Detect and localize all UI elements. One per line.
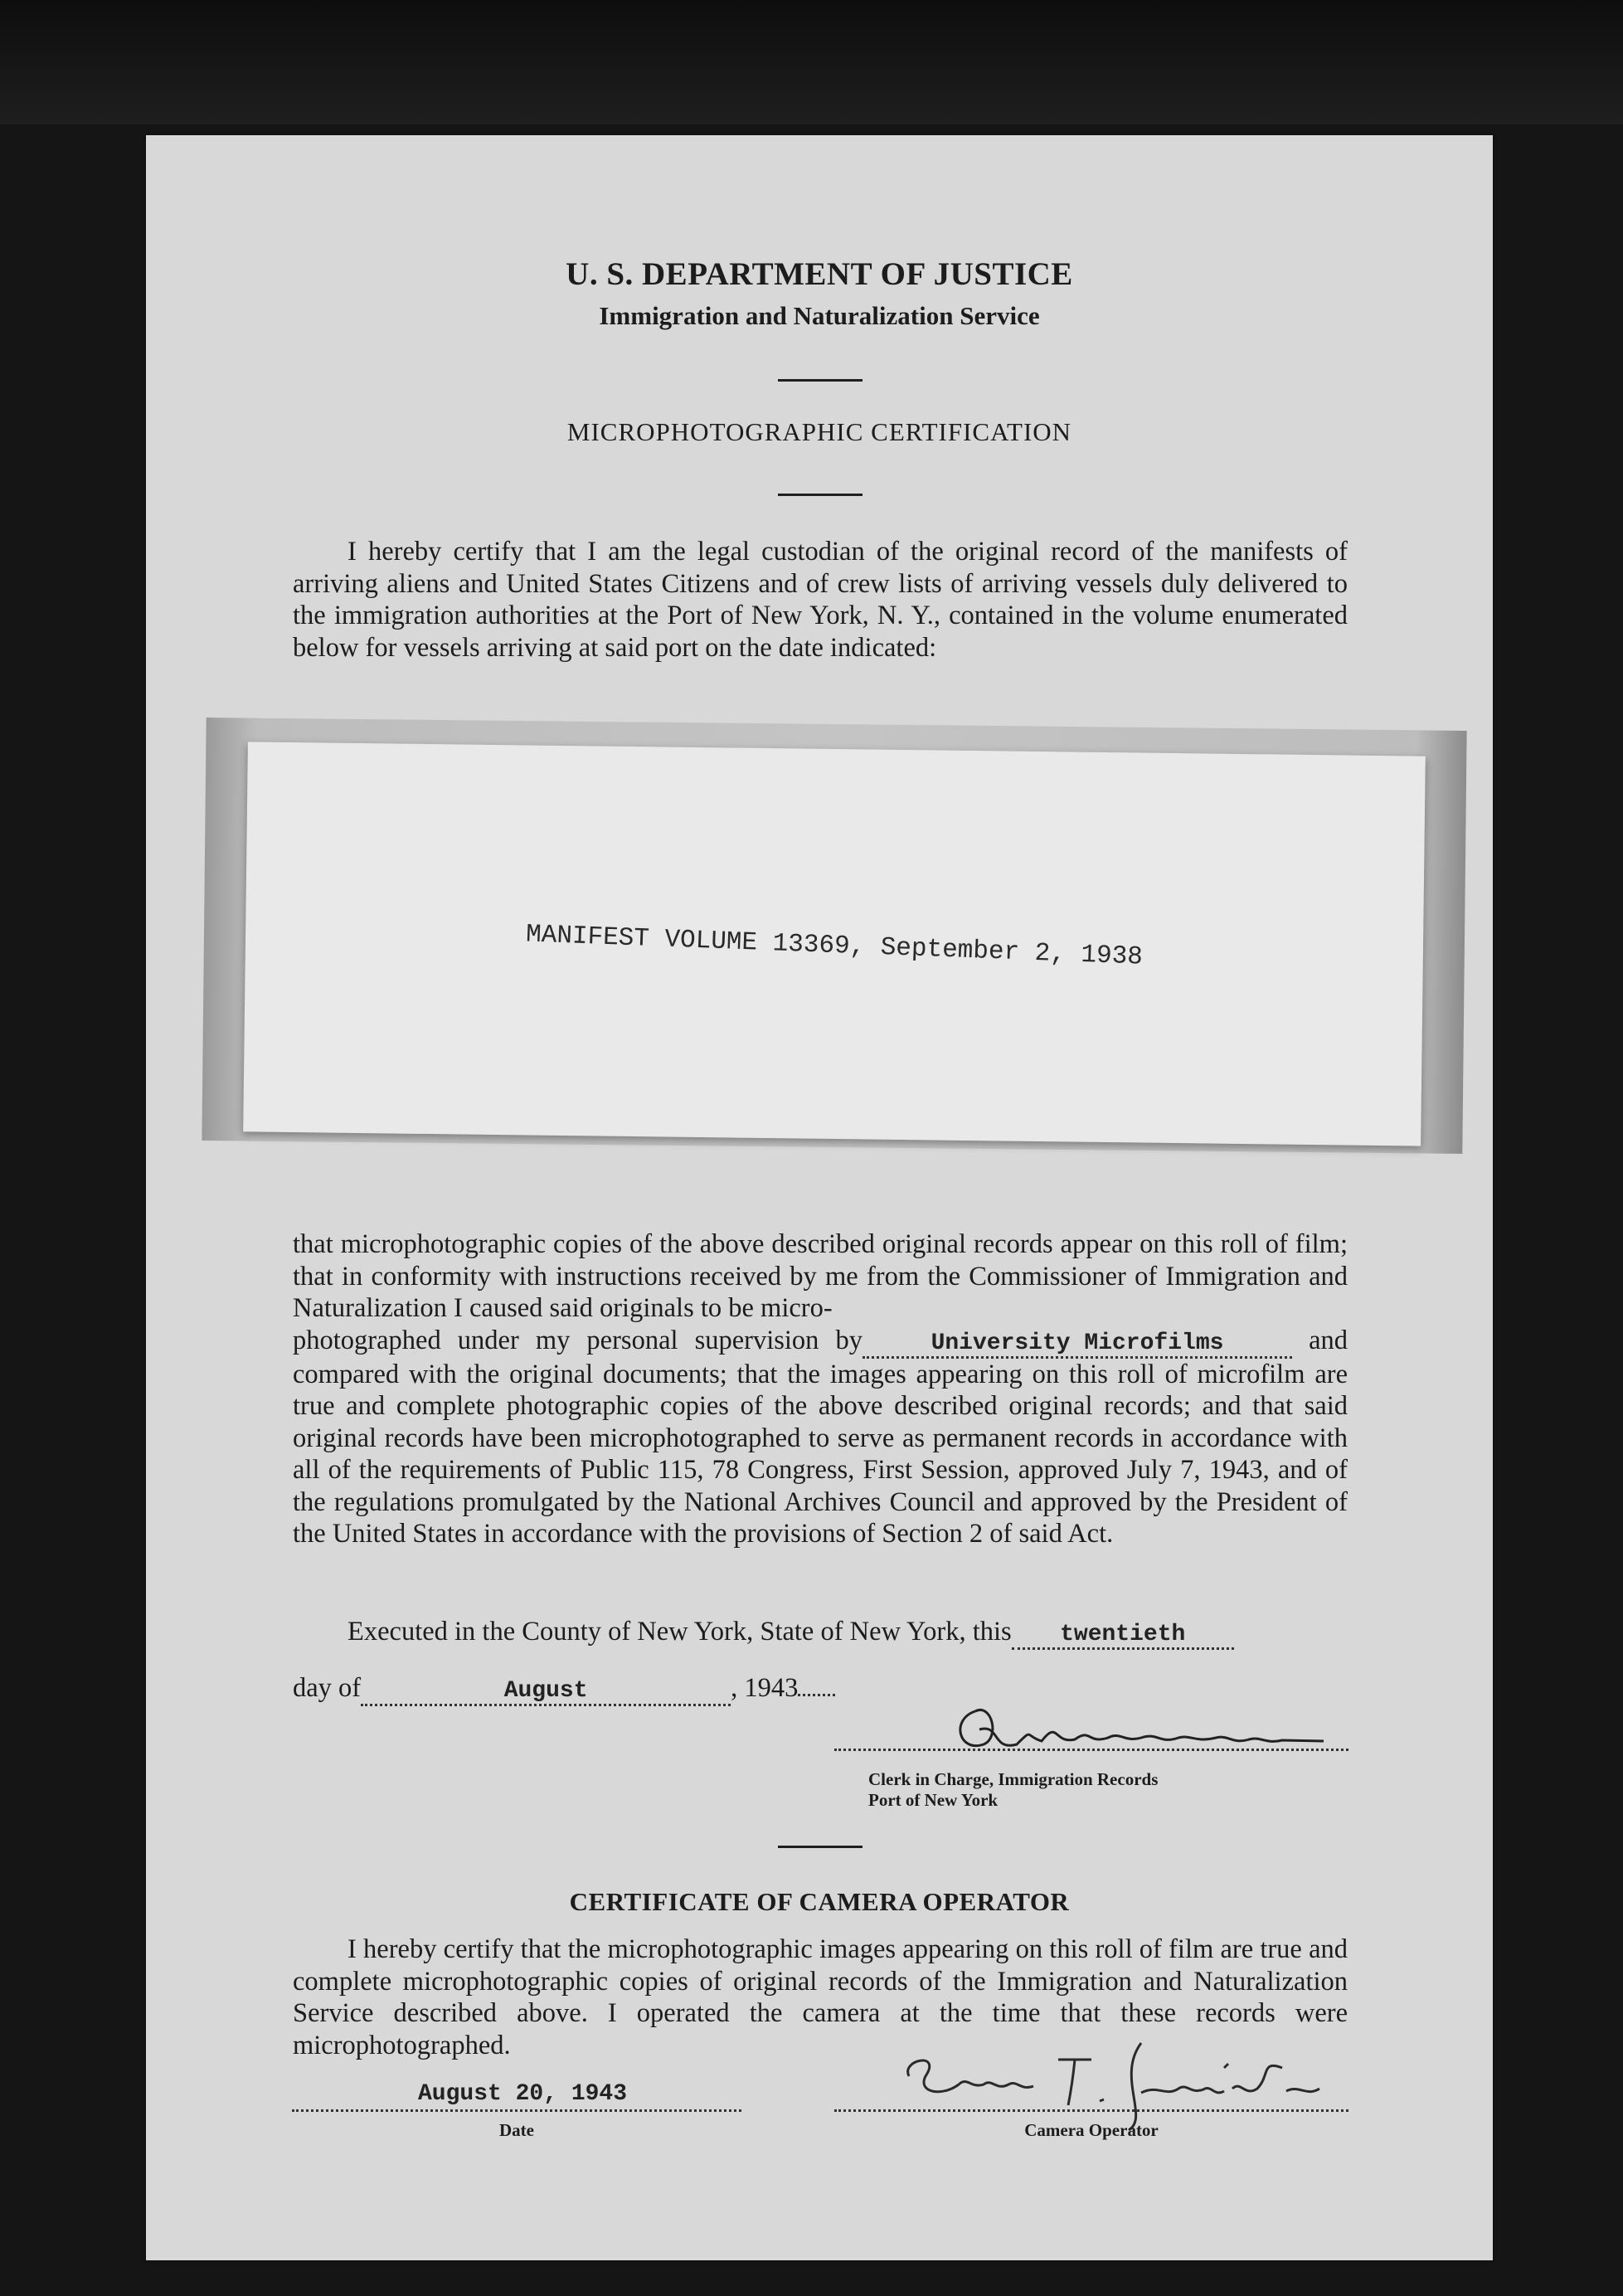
execution-month-value: August (503, 1678, 588, 1704)
clerk-signature (942, 1686, 1332, 1761)
divider (778, 379, 863, 382)
camera-paragraph: I hereby certify that the microphotographic images appearing on this roll of film are true and complete microphotographic copies of original records of the Immigration and Naturalization Service described above. I operated the camera at the time that these records were microphotographed. (293, 1934, 1348, 2060)
day-of-label: day of (293, 1673, 362, 1703)
date-line (292, 2109, 741, 2112)
agency-heading: U. S. DEPARTMENT OF JUSTICE (566, 256, 1073, 292)
clerk-title (868, 1769, 1158, 1811)
film-edge-top (0, 0, 1623, 124)
custodian-paragraph: I hereby certify that I am the legal custodian of the original record of the manifests of arriving aliens and United States Citizens and of crew lists of arriving vessels duly delivered to the immigration authorities at the Port of New York, N. Y., contained in the volume enumerated below for vessels arriving at said port on the date indicated: (293, 537, 1348, 663)
filmed-by-field (863, 1328, 1292, 1359)
camera-operator-label: Camera Operator (1024, 2120, 1159, 2140)
manifest-card (243, 742, 1426, 1146)
year-trailing-dots (798, 1694, 835, 1696)
manifest-volume-text: MANIFEST VOLUME 13369, September 2, 1938 (525, 920, 1144, 972)
year-digit: 3 (785, 1673, 799, 1703)
execution-month-field (361, 1676, 731, 1706)
camera-operator-signature (892, 2026, 1357, 2134)
execution-day-value: twentieth (1060, 1622, 1186, 1647)
camera-certificate-title: CERTIFICATE OF CAMERA OPERATOR (569, 1887, 1070, 1916)
clerk-title-line1: Clerk in Charge, Immigration Records (868, 1769, 1159, 1789)
filmed-by-value: University Microfilms (931, 1330, 1224, 1356)
clerk-title-line2: Port of New York (868, 1790, 999, 1810)
certificate-page (146, 135, 1493, 2260)
execution-day-field (1012, 1619, 1234, 1650)
certification-title: MICROPHOTOGRAPHIC CERTIFICATION (566, 417, 1072, 446)
execution-prefix: Executed in the County of New York, State of New York, this (347, 1617, 1012, 1647)
body-text-part1: that microphotographic copies of the above described original records appear on this roll of film; that in conformity with instructions received by me from the Commissioner of Immigration and Naturalization I caused said originals to be micro- (293, 1229, 1348, 1323)
divider (778, 494, 863, 496)
body-text-part2: photographed under my personal supervision by (293, 1325, 863, 1355)
year-prefix: , 194 (731, 1673, 785, 1703)
divider (778, 1846, 863, 1848)
service-subheading: Immigration and Naturalization Service (599, 301, 1040, 330)
execution-line (293, 1617, 1348, 1650)
body-text-part3: and compared with the original documents; that the images appearing on this roll of microfilm are true and complete photographic copies of the above described original records; and that said original records have been microphotographed to serve as permanent records in accordance with all of the requirements of Public 115, 78 Congress, First Session, approved July 7, 1943, and of the regulations promulgated by the National Archives Council and approved by the President of the United States in accordance with the provisions of Section 2 of said Act. (293, 1325, 1348, 1549)
date-label: Date (499, 2120, 534, 2140)
certification-body (293, 1228, 1348, 1550)
camera-date-value: August 20, 1943 (418, 2081, 628, 2107)
